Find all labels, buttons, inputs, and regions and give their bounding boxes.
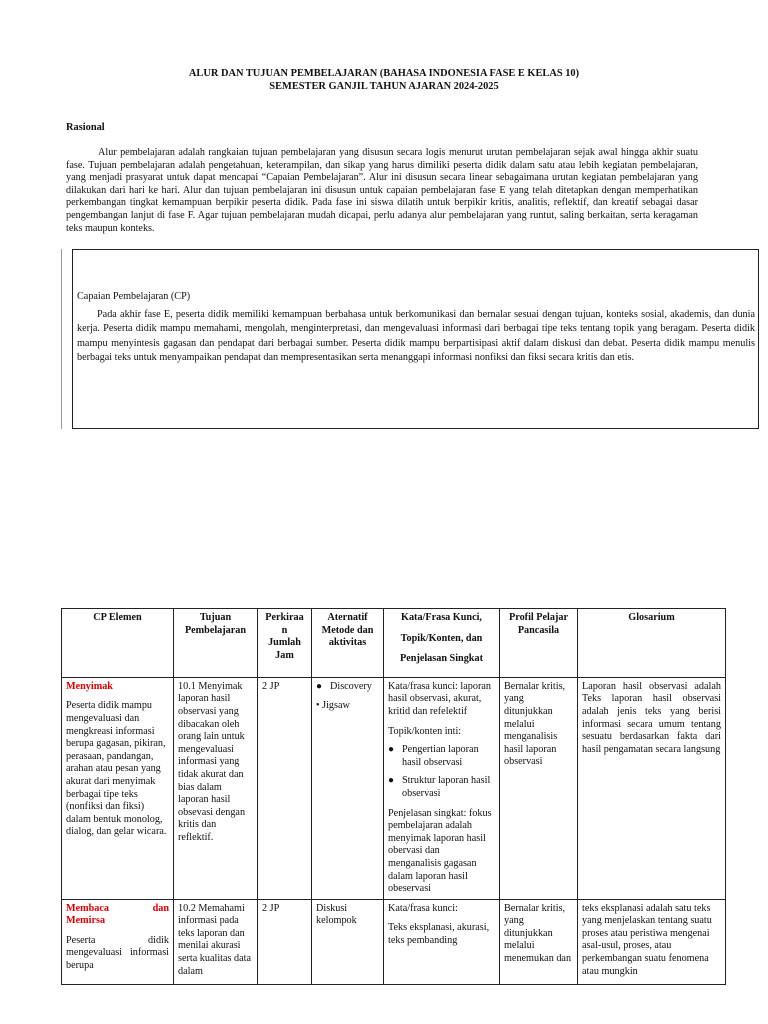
cell-metode: Diskusi kelompok [312,899,384,984]
table-header-row [62,609,726,678]
document-title-line-1: ALUR DAN TUJUAN PEMBELAJARAN (BAHASA INDONESIA FASE E KELAS 10) [188,68,580,79]
elemen-menyimak: Menyimak [66,680,113,692]
metode-item: ● Discovery [316,680,372,692]
header-jam-line-3: Jumlah [268,637,301,649]
table-row [62,677,726,899]
header-jumlah-jam [258,609,312,678]
document-title-line-2: SEMESTER GANJIL TAHUN AJARAN 2024-2025 [269,81,499,92]
cell-cp-elemen [62,899,174,984]
table-row [62,899,726,984]
elemen-memirsa: Memirsa [66,915,106,927]
header-kata-line-2: Topik/Konten, dan [400,632,483,644]
cell-jam: 2 JP [258,899,312,984]
metode-item: • Jigsaw [316,700,350,712]
rasional-paragraph: Alur pembelajaran adalah rangkaian tujuan pembelajaran yang disusun secara logis menurut urutan pembelajaran sejak awal hingga akhir suatu fase. Tujuan pembelajaran adalah pengetahuan, keterampilan, dan sikap yang harus dimiliki peserta didik dalam satu atau lebih kegiatan pembelajaran, yang menjadi prasyarat untuk dapat mencapai “Capaian Pembelajaran”. Alur ini disusun secara linear sebagaimana urutan kegiatan pembelajaran yang dilakukan dari hari ke hari. Alur dan tujuan pembelajaran ini disusun untuk capaian pembelajaran fase E yang telah ditetapkan dengan memperhatikan perkembangan tingkat kemampuan berpikir peserta didik. Pada fase ini siswa dilatih untuk berpikir kritis, analitis, reflektif, dan kreatif sebagai dasar pengembangan lanjut di fase F. Agar tujuan pembelajaran mudah dicapai, perlu adanya alur pembelajaran yang runtut, saling berkaitan, serta keragaman teks maupun konteks. [66,147,698,234]
elemen-description: Peserta didik mengevaluasi informasi berupa [66,934,169,972]
kata-kunci-isi: Teks eksplanasi, akurasi, teks pembanding [388,922,490,946]
rasional-heading: Rasional [66,122,105,133]
header-glosarium: Glosarium [578,609,726,678]
bullet-icon: ● [388,775,395,787]
topik-item: ● Struktur laporan hasil observasi [388,775,491,799]
header-metode: Aternatif Metode dan aktivitas [312,609,384,678]
cell-cp-elemen [62,677,174,899]
cell-jam: 2 JP [258,677,312,899]
bullet-icon: ● [388,744,395,756]
cp-box-margin [61,249,72,429]
header-profil: Profil Pelajar Pancasila [500,609,578,678]
cell-profil: Bernalar kritis, yang ditunjukkan melalui menemukan dan [500,899,578,984]
cell-glosarium: Laporan hasil observasi adalah Teks laporan hasil observasi adalah jenis teks yang berisi informasi secara umum tentang sesuatu berdasarkan fakta dari hasil pengamatan secara langsung [578,677,726,899]
kata-kunci-text: Kata/frasa kunci: [388,902,458,914]
bullet-icon: ● [316,680,323,692]
header-kata-line-1: Kata/Frasa Kunci, [401,612,482,623]
cp-title: Capaian Pembelajaran (CP) [77,291,191,302]
cell-kata-kunci [384,899,500,984]
capaian-pembelajaran-box [72,249,759,429]
cell-profil: Bernalar kritis, yang ditunjukkan melalui menganalisis hasil laporan observasi [500,677,578,899]
cell-metode [312,677,384,899]
kata-kunci-text: Kata/frasa kunci: laporan hasil observasi, akurat, kritid dan refelektif [388,680,491,717]
learning-objectives-table [61,608,726,985]
cell-glosarium: teks eksplanasi adalah satu teks yang menjelaskan tentang suatu proses atau peristiwa mengenai asal-usul, proses, atau perkembangan suatu fenomena atau mungkin [578,899,726,984]
header-jam-line-1: Perkiraa [265,612,304,623]
elemen-description: Peserta didik mampu mengevaluasi dan mengkreasi informasi berupa gagasan, pikiran, perasaan, pandangan, arahan atau pesan yang akurat dari menyimak berbagai tipe teks (nonfiksi dan fiksi) dalam bentuk monolog, dialog, dan gelar wicara. [66,700,167,838]
header-tujuan: Tujuan Pembelajaran [174,609,258,678]
topik-item: ● Pengertian laporan hasil observasi [388,744,479,768]
penjelasan-text: Penjelasan singkat: fokus pembelajaran adalah menyimak laporan hasil obervasi dan menganalisis gagasan dalam laporan hasil obeservasi [388,807,492,895]
cell-kata-kunci [384,677,500,899]
topik-label: Topik/konten inti: [388,725,462,737]
cell-tujuan: 10.1 Menyimak laporan hasil observasi yang dibacakan oleh orang lain untuk mengevaluasi informasi yang tidak akurat dan bias dalam laporan hasil obsevasi dengan kritis dan reflektif. [174,677,258,899]
header-jam-line-4: Jam [275,649,294,661]
cp-paragraph: Pada akhir fase E, peserta didik memiliki kemampuan berbahasa untuk berkomunikasi dan bernalar sesuai dengan tujuan, konteks sosial, akademis, dan dunia kerja. Peserta didik mampu memahami, mengolah, menginterpretasi, dan mengevaluasi informasi dari berbagai tipe teks tentang topik yang beragam. Peserta didik mampu menyintesis gagasan dan pendapat dari berbagai sumber. Peserta didik mampu berpartisipasi aktif dalam diskusi dan debat. Peserta didik mampu menulis berbagai teks untuk menyampaikan pendapat dan mempresentasikan serta menanggapi informasi nonfiksi dan fiksi secara kritis dan etis. [77,309,755,364]
header-jam-line-2: n [281,624,288,636]
header-kata-kunci [384,609,500,678]
elemen-membaca: Membaca dan [66,902,169,914]
header-cp-elemen: CP Elemen [62,609,174,678]
cell-tujuan: 10.2 Memahami informasi pada teks laporan dan menilai akurasi serta kualitas data dalam [174,899,258,984]
header-kata-line-3: Penjelasan Singkat [400,653,483,665]
